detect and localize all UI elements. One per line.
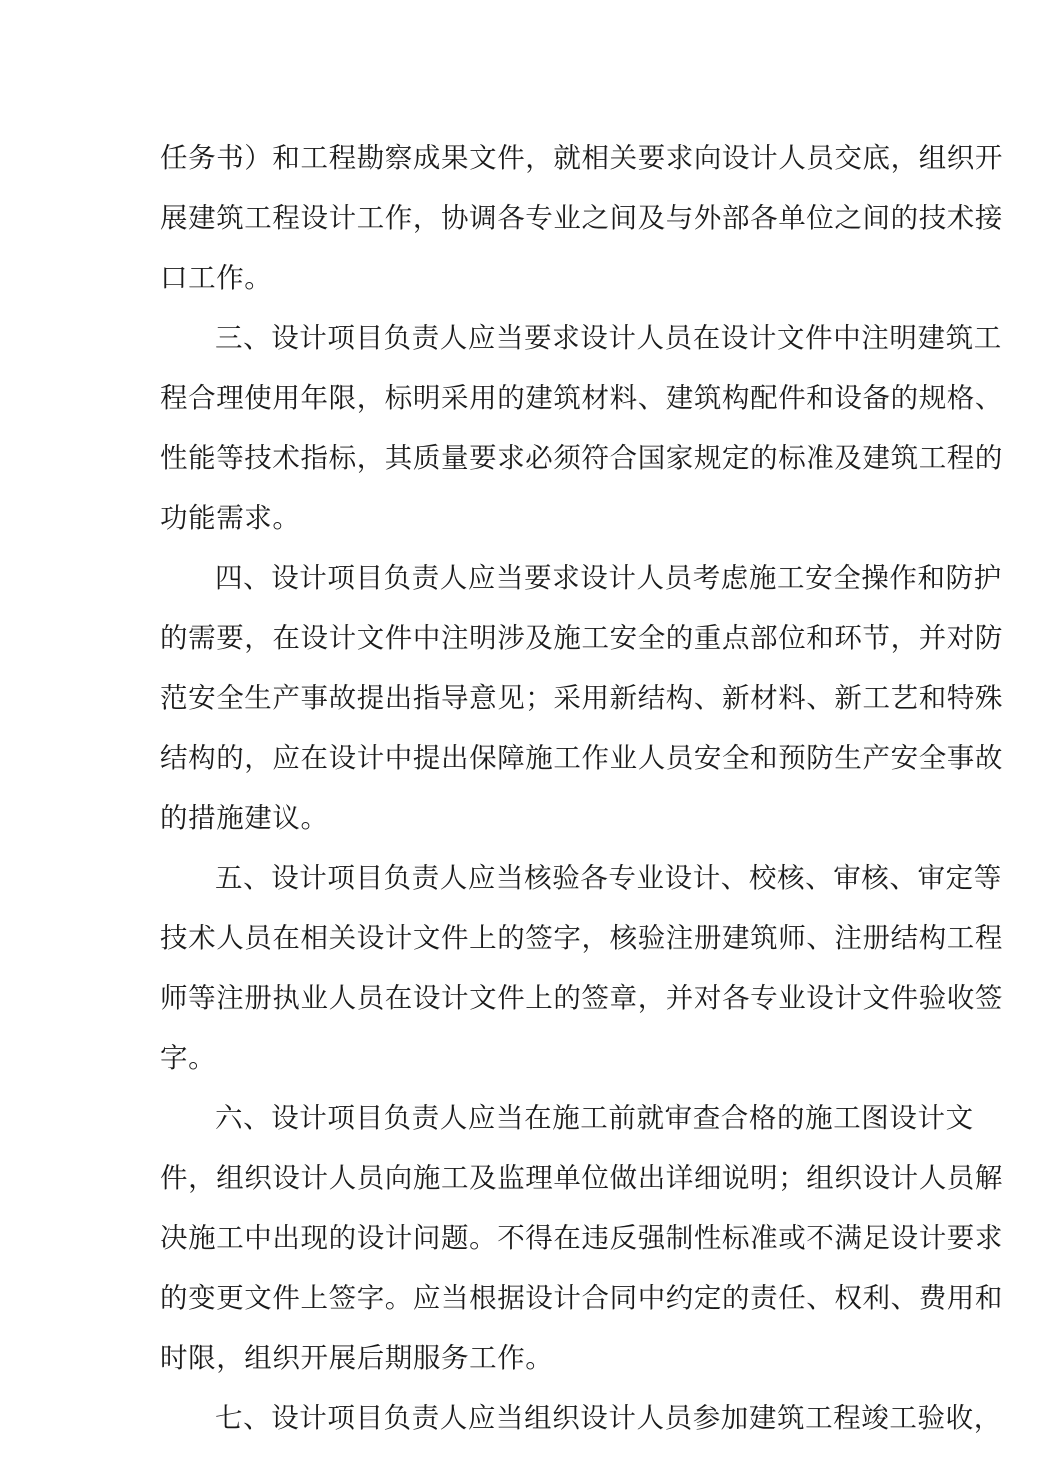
text-line: 决施工中出现的设计问题。不得在违反强制性标准或不满足设计要求 — [160, 1222, 1003, 1254]
text-line: 七、设计项目负责人应当组织设计人员参加建筑工程竣工验收， — [215, 1402, 1002, 1434]
text-line: 功能需求。 — [160, 502, 301, 534]
text-line: 五、设计项目负责人应当核验各专业设计、校核、审核、审定等 — [215, 862, 1002, 894]
text-line: 任务书）和工程勘察成果文件，就相关要求向设计人员交底，组织开 — [160, 142, 1003, 174]
text-line: 范安全生产事故提出指导意见；采用新结构、新材料、新工艺和特殊 — [160, 682, 1003, 714]
paragraph-item-7 — [160, 1388, 1002, 1448]
text-line: 六、设计项目负责人应当在施工前就审查合格的施工图设计文 — [215, 1102, 974, 1134]
text-line: 性能等技术指标，其质量要求必须符合国家规定的标准及建筑工程的 — [160, 442, 1003, 474]
text-line: 四、设计项目负责人应当要求设计人员考虑施工安全操作和防护 — [215, 562, 1002, 594]
text-line: 时限，组织开展后期服务工作。 — [160, 1342, 554, 1374]
paragraph-item-4 — [160, 548, 1003, 848]
paragraph-item-3 — [160, 308, 1003, 548]
text-line: 三、设计项目负责人应当要求设计人员在设计文件中注明建筑工 — [215, 322, 1002, 354]
paragraph-task-book — [160, 128, 1003, 308]
text-line: 的需要，在设计文件中注明涉及施工安全的重点部位和环节，并对防 — [160, 622, 1003, 654]
text-line: 件，组织设计人员向施工及监理单位做出详细说明；组织设计人员解 — [160, 1162, 1003, 1194]
document-body — [160, 128, 1003, 1448]
text-line: 师等注册执业人员在设计文件上的签章，并对各专业设计文件验收签 — [160, 982, 1003, 1014]
text-line: 的变更文件上签字。应当根据设计合同中约定的责任、权利、费用和 — [160, 1282, 1003, 1314]
text-line: 结构的，应在设计中提出保障施工作业人员安全和预防生产安全事故 — [160, 742, 1003, 774]
paragraph-item-5 — [160, 848, 1003, 1088]
text-line: 展建筑工程设计工作，协调各专业之间及与外部各单位之间的技术接 — [160, 202, 1003, 234]
paragraph-item-6 — [160, 1088, 1003, 1388]
text-line: 程合理使用年限，标明采用的建筑材料、建筑构配件和设备的规格、 — [160, 382, 1003, 414]
text-line: 字。 — [160, 1042, 217, 1074]
text-line: 口工作。 — [160, 262, 273, 294]
text-line: 的措施建议。 — [160, 802, 329, 834]
text-line: 技术人员在相关设计文件上的签字，核验注册建筑师、注册结构工程 — [160, 922, 1003, 954]
